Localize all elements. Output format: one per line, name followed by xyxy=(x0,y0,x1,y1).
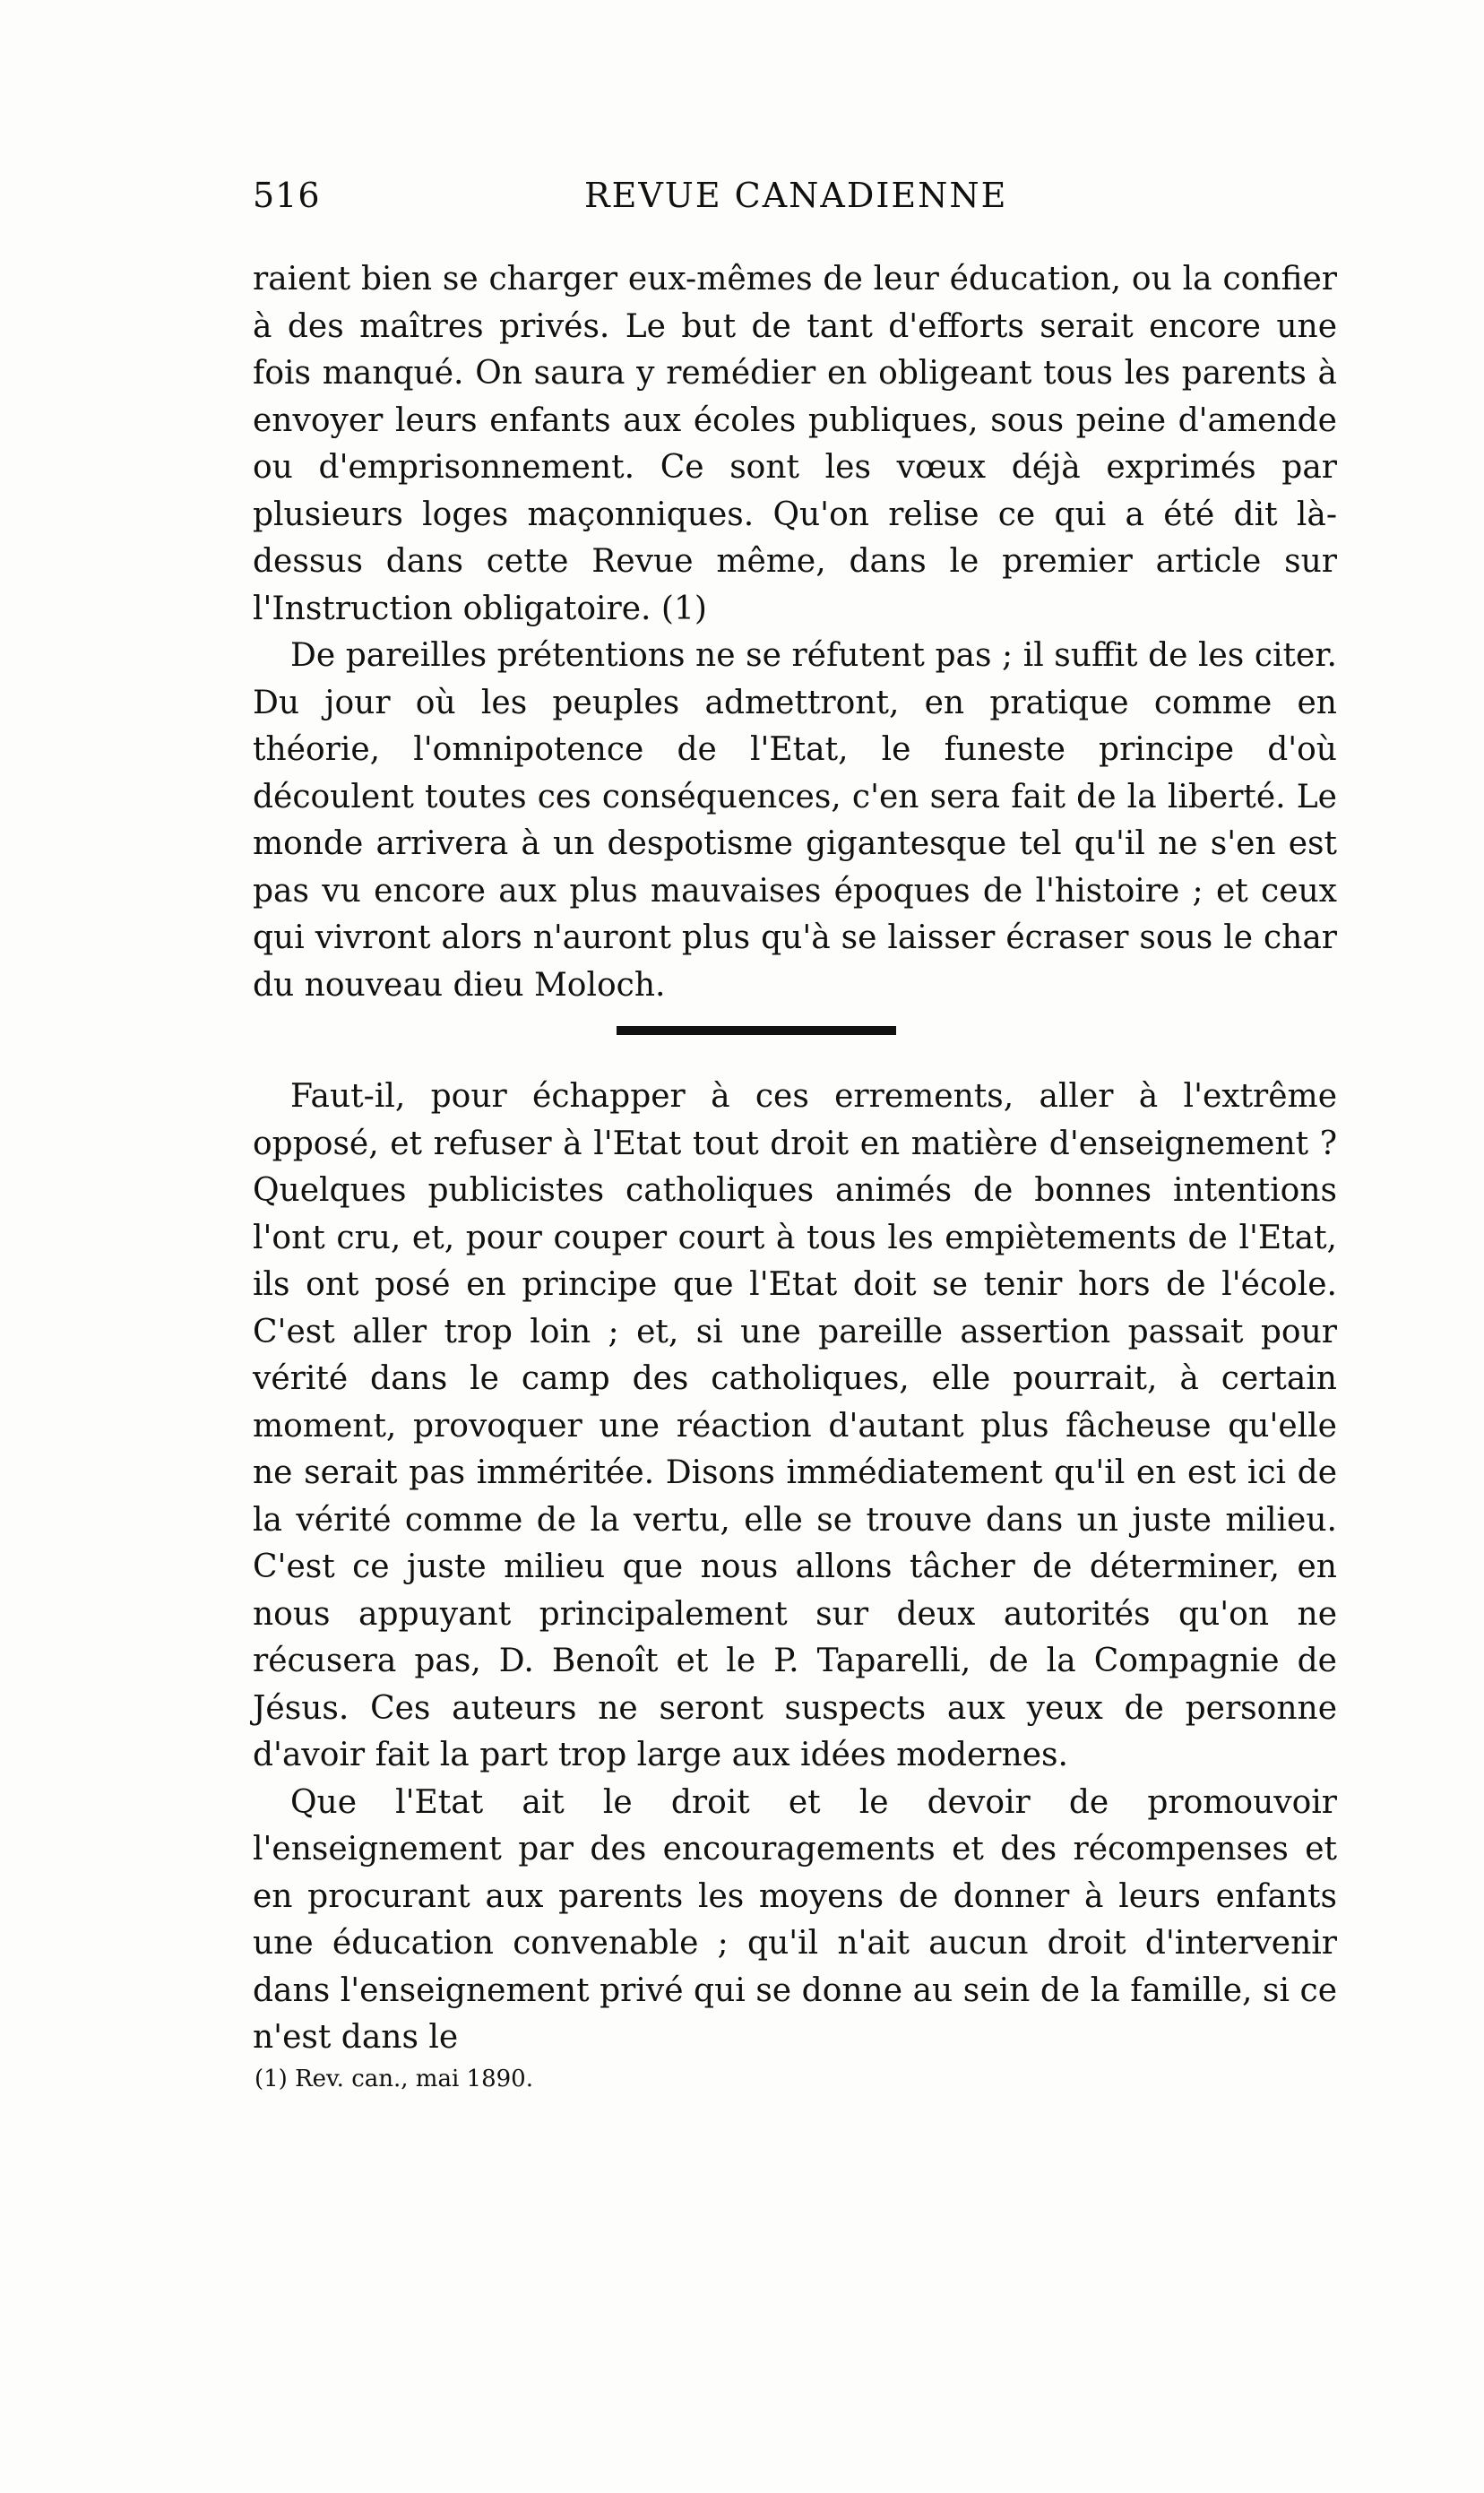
page-number: 516 xyxy=(253,176,321,215)
paragraph-4: Que l'Etat ait le droit et le devoir de promouvoir l'enseignement par des encouragements et des récompenses et en procurant aux parents les moyens de donner à leurs enfants une éducation convenable ; qu'il n'ait aucun droit d'intervenir dans l'enseignement privé qui se donne au sein de la famille, si ce n'est dans le xyxy=(253,1783,1337,2056)
section-two xyxy=(253,1074,1337,2062)
paragraph-3: Faut-il, pour échapper à ces errements, aller à l'extrême opposé, et refuser à l'Etat tout droit en matière d'enseignement ? Quelques publicistes catholiques animés de bonnes intentions l'ont cru, et, pour couper court à tous les empiètements de l'Etat, ils ont posé en principe que l'Etat doit se tenir hors de l'école. C'est aller trop loin ; et, si une pareille assertion passait pour vérité dans le camp des catholiques, elle pourrait, à certain moment, provoquer une réaction d'autant plus fâcheuse qu'elle ne serait pas imméritée. Disons immédiatement qu'il en est ici de la vérité comme de la vertu, elle se trouve dans un juste milieu. C'est ce juste milieu que nous allons tâcher de déterminer, en nous appuyant principalement sur deux autorités qu'on ne récusera pas, D. Benoît et le P. Taparelli, de la Compagnie de Jésus. Ces auteurs ne seront suspects aux yeux de personne d'avoir fait la part trop large aux idées modernes. xyxy=(253,1078,1337,1773)
footnote: (1) Rev. can., mai 1890. xyxy=(255,2066,533,2092)
page-header xyxy=(253,176,1328,229)
section-one xyxy=(253,256,1337,1009)
section-separator xyxy=(617,1026,896,1035)
paragraph-1: raient bien se charger eux-mêmes de leur éducation, ou la confier à des maîtres privés. Le but de tant d'efforts serait encore une fois manqué. On saura y remédier en obligeant tous les parents à envoyer leurs enfants aux écoles publiques, sous peine d'amende ou d'emprisonnement. Ce sont les vœux déjà exprimés par plusieurs loges maçonniques. Qu'on relise ce qui a été dit là-dessus dans cette Revue même, dans le premier article sur l'Instruction obligatoire. (1) xyxy=(253,261,1337,627)
running-title: REVUE CANADIENNE xyxy=(584,176,1008,215)
paragraph-2: De pareilles prétentions ne se réfutent pas ; il suffit de les citer. Du jour où les peuples admettront, en pratique comme en théorie, l'omnipotence de l'Etat, le funeste principe d'où découlent toutes ces conséquences, c'en sera fait de la liberté. Le monde arrivera à un despotisme gigantesque tel qu'il ne s'en est pas vu encore aux plus mauvaises époques de l'histoire ; et ceux qui vivront alors n'auront plus qu'à se laisser écraser sous le char du nouveau dieu Moloch. xyxy=(253,637,1337,1004)
